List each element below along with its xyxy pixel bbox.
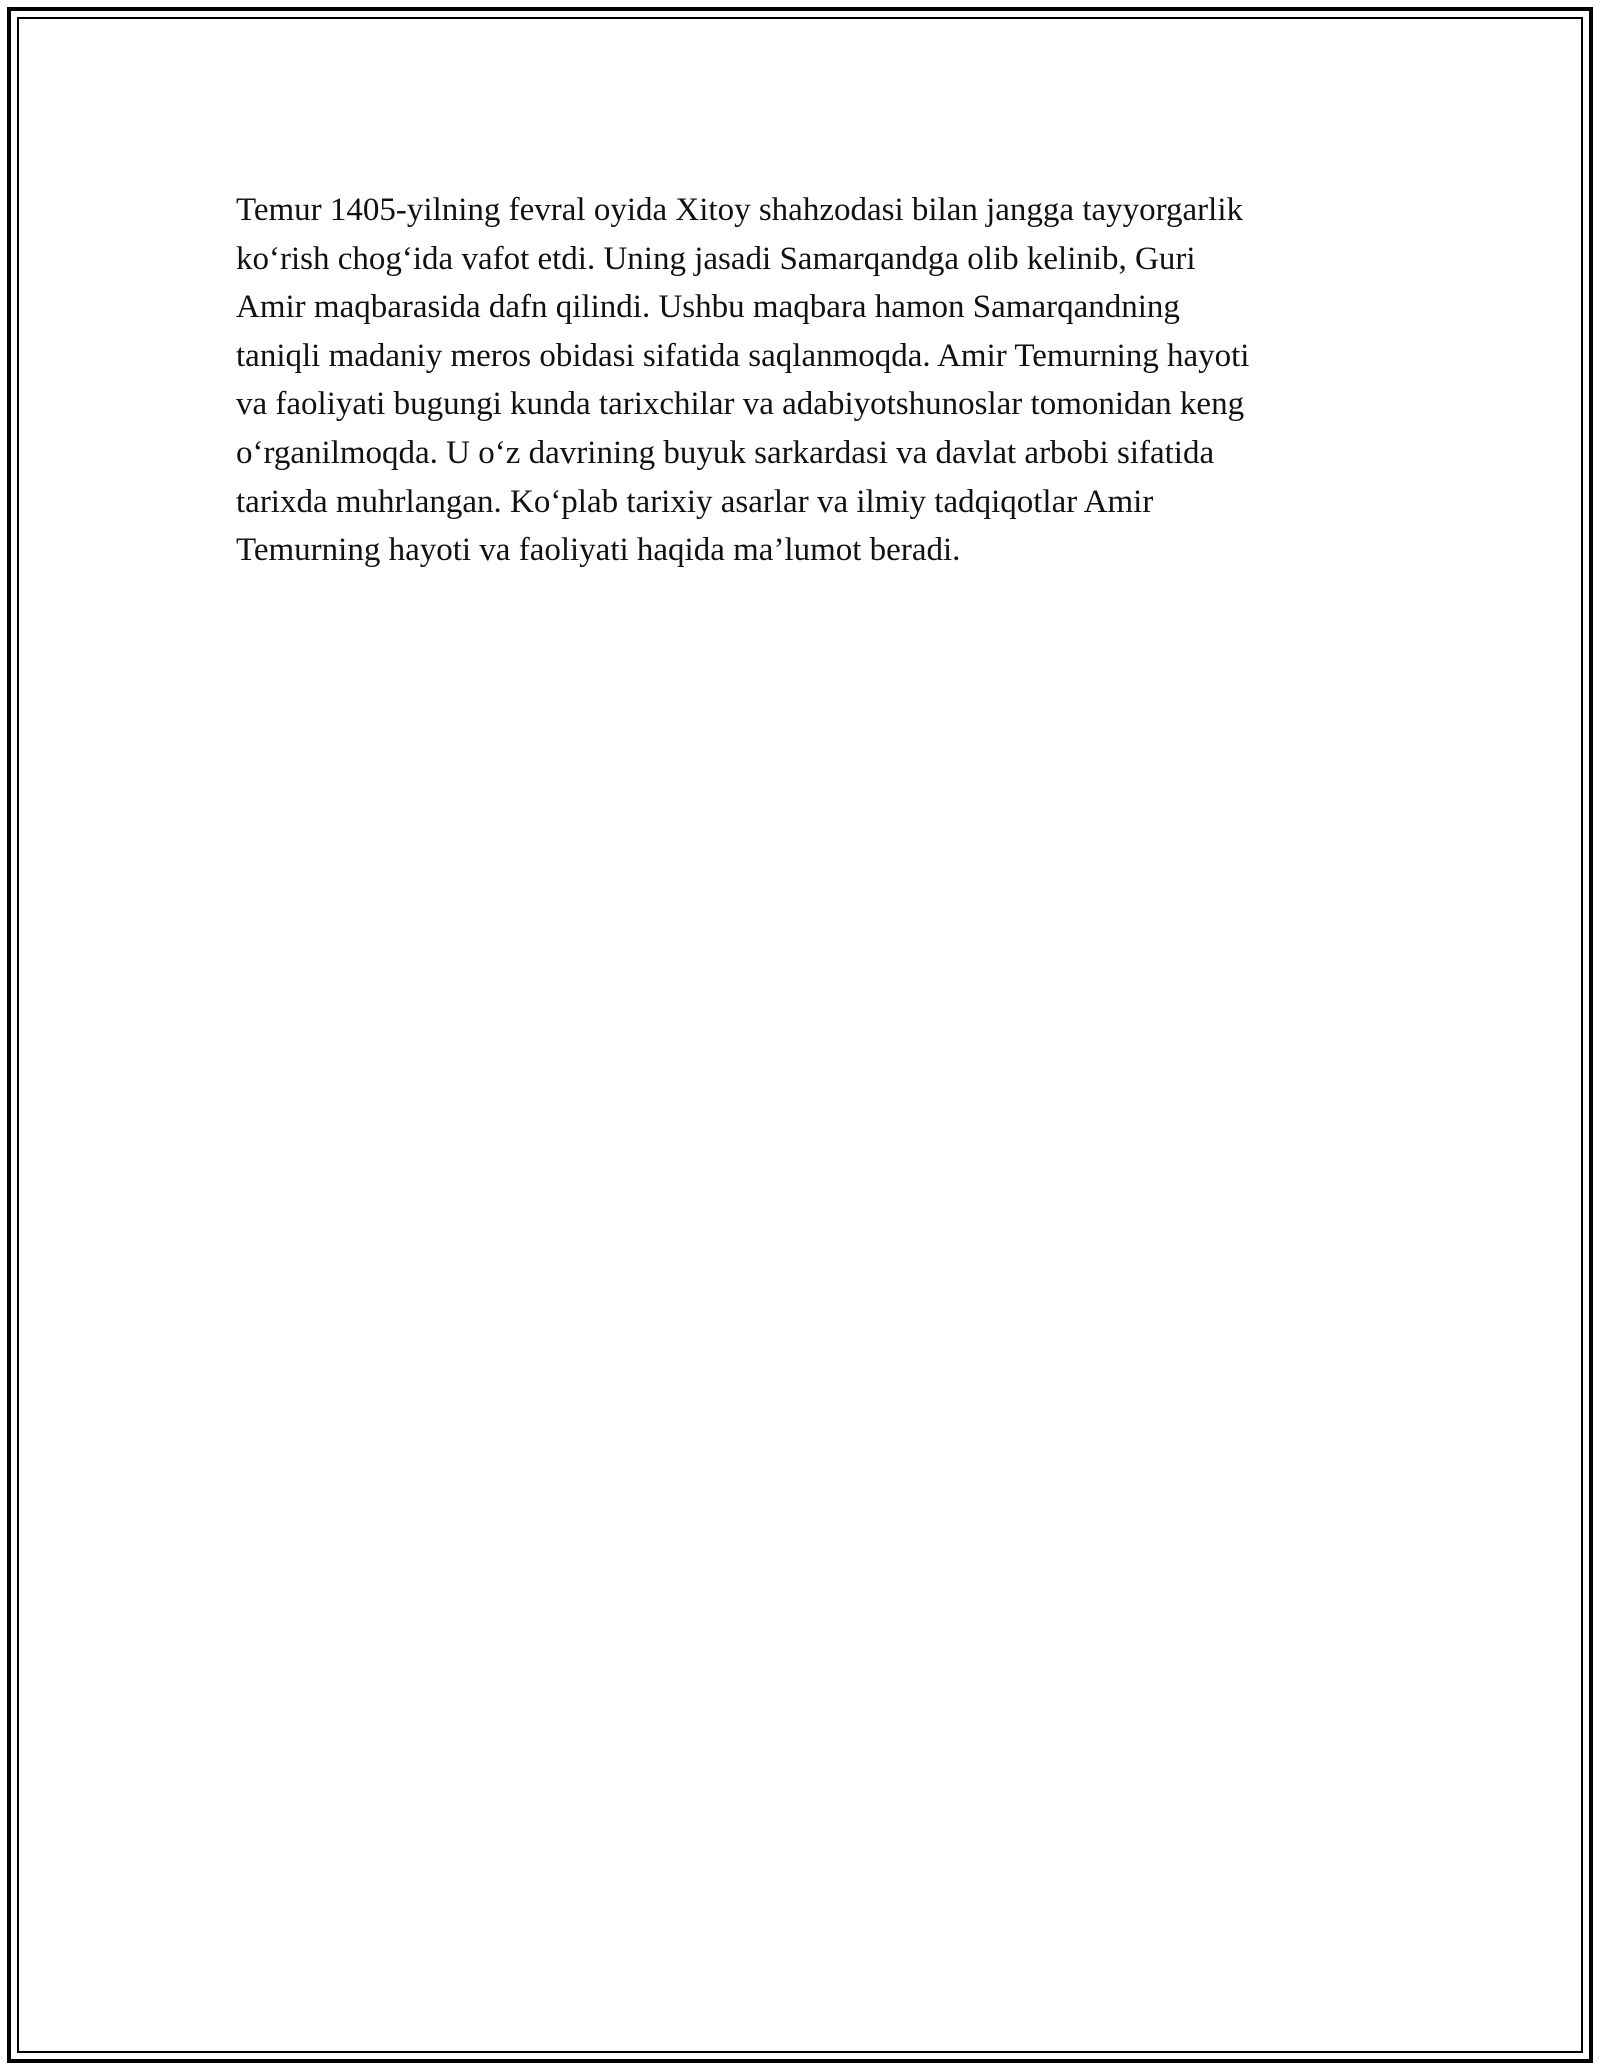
paragraph-line-2: ko‘rish chog‘ida vafot etdi. Uning jasadi Samarqandga olib kelinib, Guri [236, 240, 1196, 277]
body-paragraph [236, 186, 1376, 575]
paragraph-line-8: Temurning hayoti va faoliyati haqida ma’lumot beradi. [236, 532, 961, 569]
paragraph-line-5: va faoliyati bugungi kunda tarixchilar va adabiyotshunoslar tomonidan keng [236, 386, 1245, 423]
paragraph-line-6: o‘rganilmoqda. U o‘z davrining buyuk sarkardasi va davlat arbobi sifatida [236, 434, 1215, 471]
paragraph-line-1: Temur 1405-yilning fevral oyida Xitoy shahzodasi bilan jangga tayyorgarlik [236, 192, 1243, 228]
page-content [236, 186, 1376, 575]
paragraph-line-4: taniqli madaniy meros obidasi sifatida saqlanmoqda. Amir Temurning hayoti [236, 337, 1250, 374]
paragraph-line-3: Amir maqbarasida dafn qilindi. Ushbu maqbara hamon Samarqandning [236, 289, 1180, 326]
paragraph-line-7: tarixda muhrlangan. Ko‘plab tarixiy asarlar va ilmiy tadqiqotlar Amir [236, 483, 1154, 520]
